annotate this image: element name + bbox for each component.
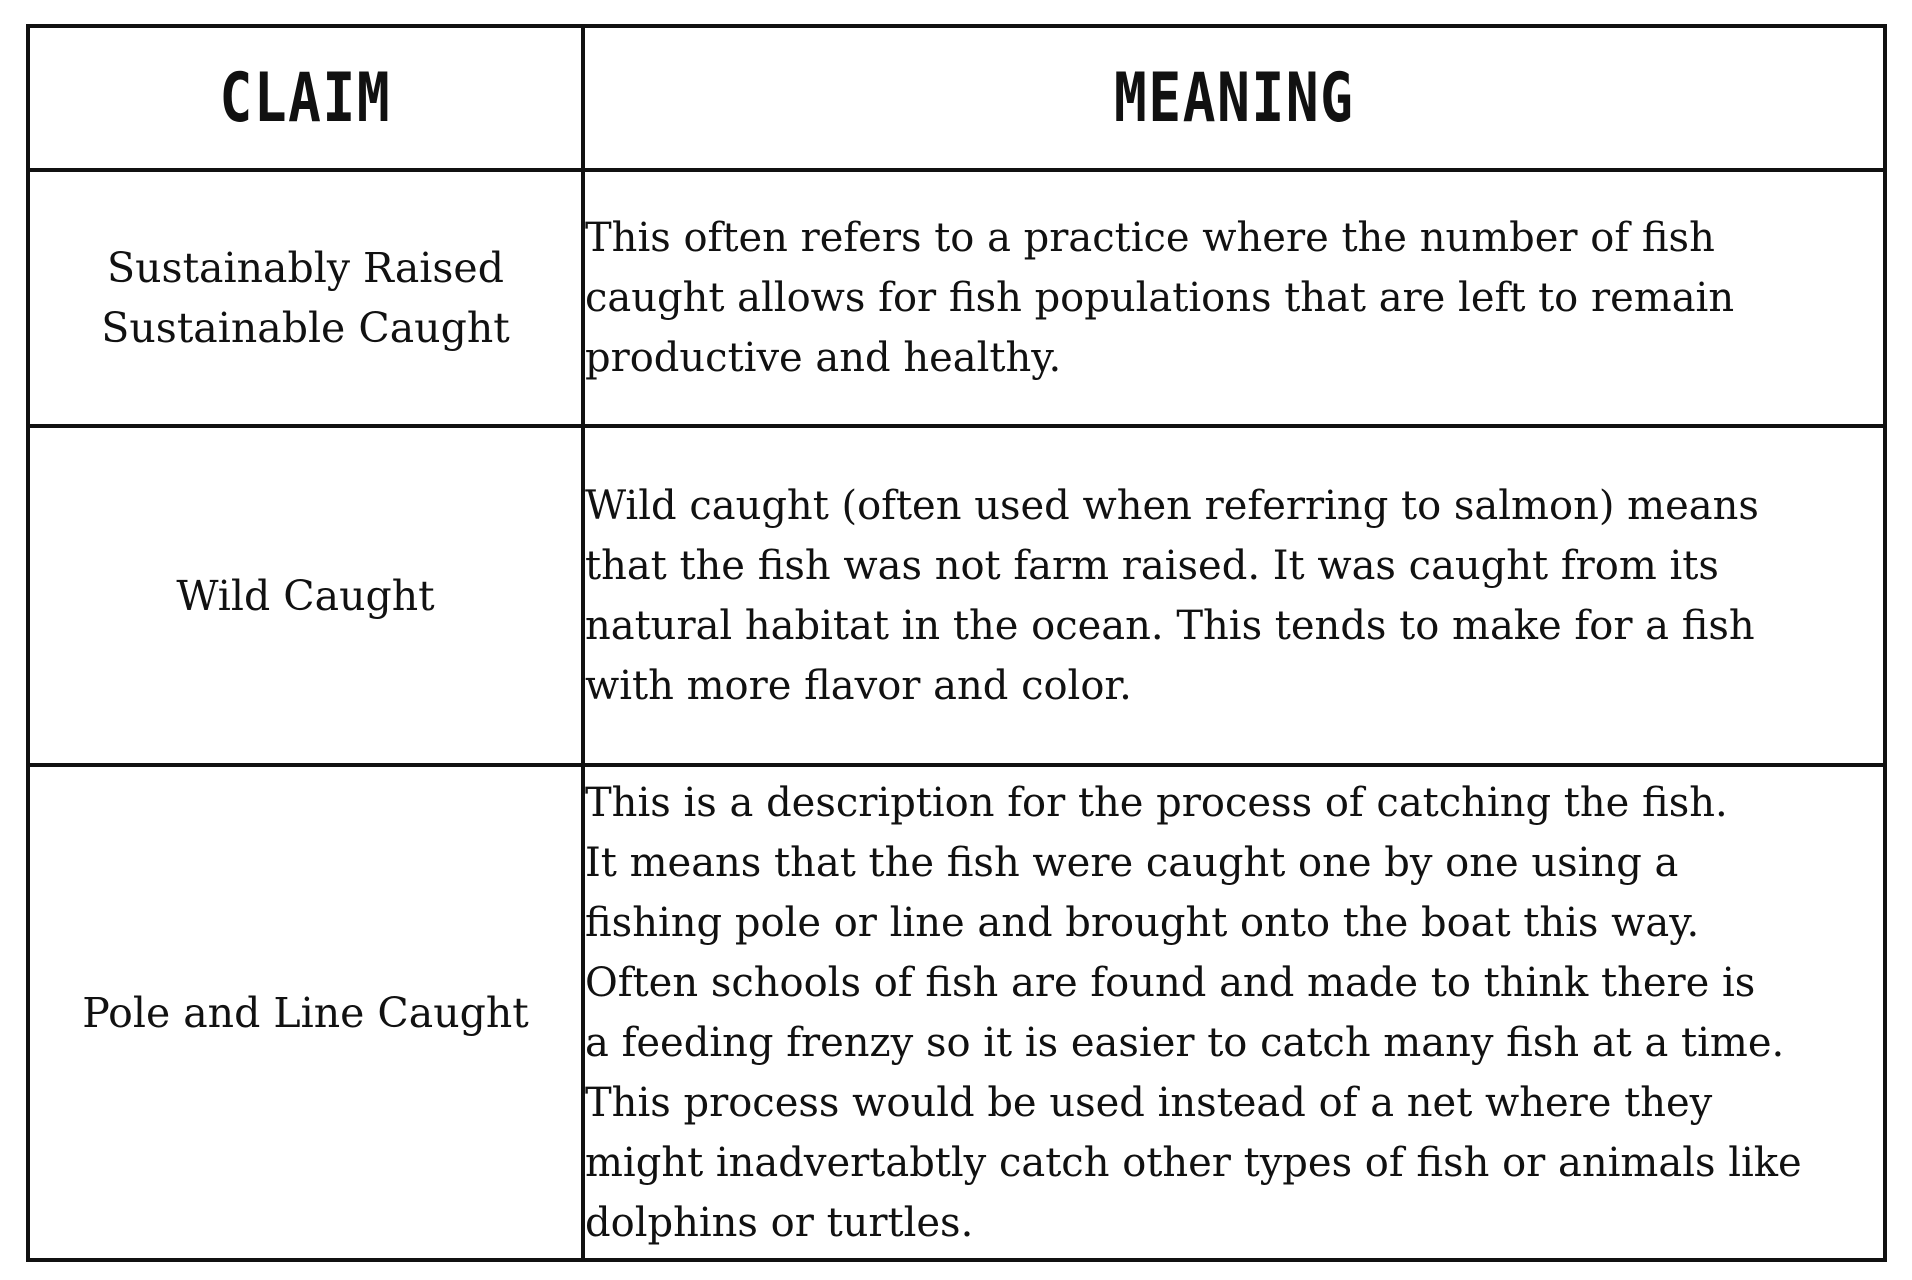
meaning-text-line: natural habitat in the ocean. This tends to make for a fish — [585, 602, 1755, 649]
meaning-text-line: productive and healthy. — [585, 335, 1062, 381]
claim-cell — [28, 170, 583, 426]
meaning-text-line: It means that the fish were caught one by one using a — [585, 839, 1679, 886]
meaning-text-line: dolphins or turtles. — [585, 1199, 974, 1246]
meaning-text-line: Often schools of fish are found and made to think there is — [585, 959, 1756, 1006]
claim-text-line: Sustainable Caught — [101, 304, 510, 352]
claim-text-line: Pole and Line Caught — [82, 988, 529, 1037]
meaning-text-line: with more flavor and color. — [585, 662, 1132, 709]
claim-cell — [28, 765, 583, 1260]
meaning-text-line: Wild caught (often used when referring to salmon) means — [585, 482, 1759, 529]
table-row — [28, 170, 1885, 426]
table-row — [28, 765, 1885, 1260]
meaning-text-line: fishing pole or line and brought onto the boat this way. — [585, 899, 1700, 946]
meaning-text-line: caught allows for fish populations that are left to remain — [585, 275, 1735, 321]
table-row — [28, 426, 1885, 765]
meaning-column-header: MEANING — [583, 26, 1885, 170]
meaning-text-line: This process would be used instead of a net where they — [585, 1079, 1713, 1126]
claim-text-line: Sustainably Raised — [107, 244, 504, 292]
claim-text-line: Wild Caught — [176, 571, 435, 620]
header-row — [28, 26, 1885, 170]
meaning-text-line: This often refers to a practice where the number of fish — [585, 215, 1715, 261]
claims-table — [26, 24, 1887, 1262]
claim-cell — [28, 426, 583, 765]
meaning-cell — [583, 170, 1885, 426]
claim-column-header: CLAIM — [28, 26, 583, 170]
meaning-text-line: a feeding frenzy so it is easier to catch many fish at a time. — [585, 1019, 1785, 1066]
meaning-text-line: might inadvertabtly catch other types of fish or animals like — [585, 1139, 1802, 1186]
meaning-text-line: that the fish was not farm raised. It was caught from its — [585, 542, 1719, 589]
meaning-text-line: This is a description for the process of catching the fish. — [585, 779, 1728, 826]
meaning-cell — [583, 765, 1885, 1260]
meaning-cell — [583, 426, 1885, 765]
